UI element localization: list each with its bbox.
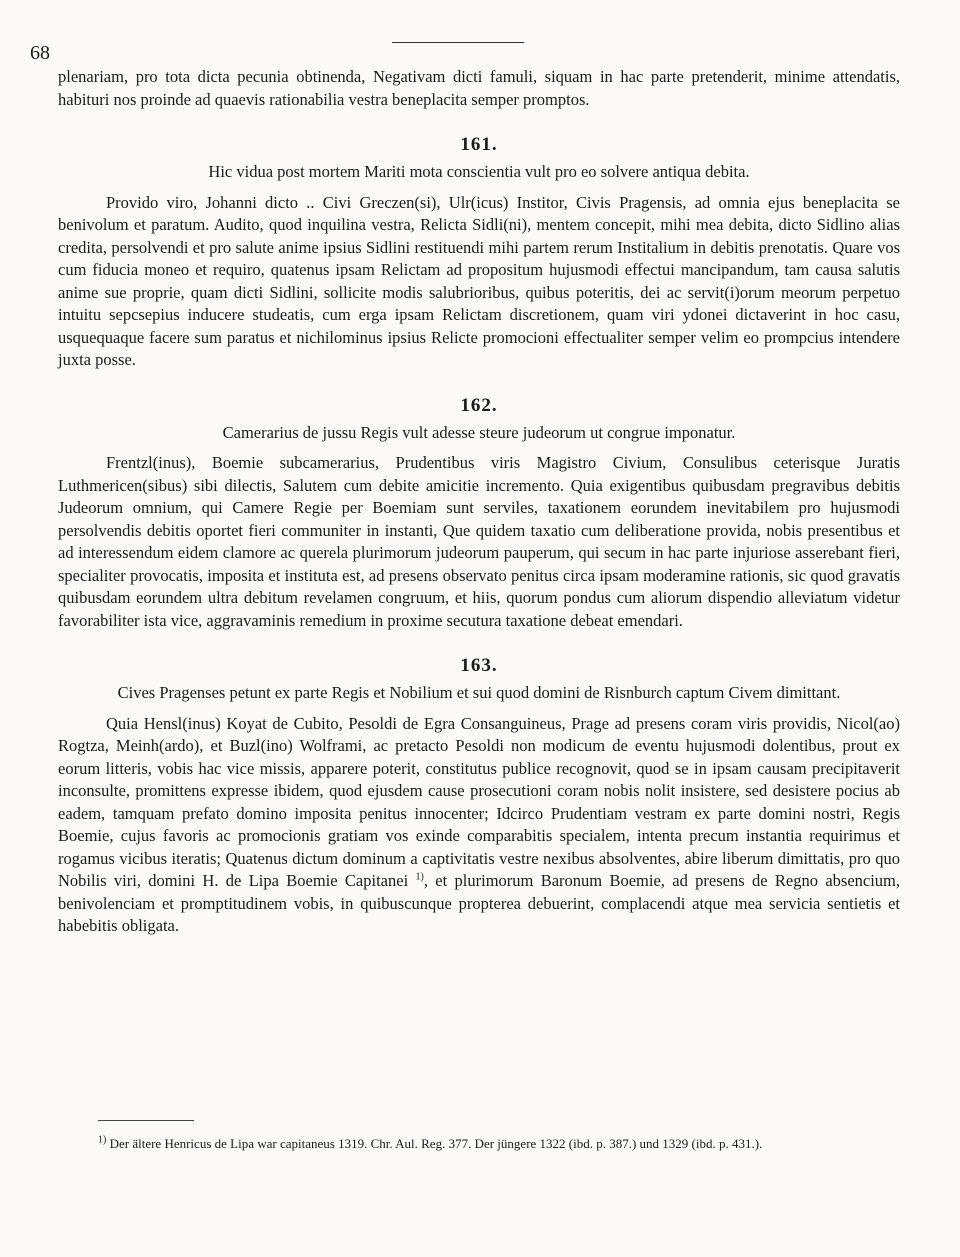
document-number-163: 163. — [460, 655, 498, 676]
document-text-163-part1: Quia Hensl(inus) Koyat de Cubito, Pesoldi de Egra Consanguineus, Prage ad presens coram viris providis, Nicol(ao) Rogtza, Meinh(ardo), et Buzl(ino) Wolframi, ac pretacto Pesoldi non modicum de eventu hujusmodi dolentibus, prout ex eorum litteris, vobis hac vice missis, apparere poterit, constitutus publice recognovit, quod se in ipsam causam precipitaverit inconsulte, promittens expresse ibidem, quod ejusdem cause prosecutioni coram nobis nolit insistere, sed desistere pocius ab eadem, tamquam prefato domino imposita penitus innocenter; Idcirco Prudentiam vestram ex parte domini nostri, Regis Boemie, cujus favoris ac promocionis gratiam vos exinde comparabitis specialem, intenta precum instantia requirimus et rogamus vicibus iteratis; Quatenus dictum dominum a captivitatis vestre nexibus absolventes, abire liberum dimittatis, pro quo Nobilis viri, domini H. de Lipa Boemie Capitanei — [58, 713, 900, 890]
footnote-reference: 1) — [415, 871, 424, 883]
page-number: 68 — [30, 42, 50, 64]
header-rule — [392, 42, 524, 43]
continuation-paragraph: plenariam, pro tota dicta pecunia obtinenda, Negativam dicti famuli, siquam in hac parte pretenderit, minime attendatis, habituri nos proinde ad quaevis rationabilia vestra beneplacita semper promptos. — [58, 67, 900, 109]
document-summary-163: Cives Pragenses petunt ex parte Regis et Nobilium et sui quod domini de Risnburch captum Civem dimittant. — [117, 683, 841, 702]
document-text-163-part2: , et plurimorum Baronum Boemie, ad presens de Regno absencium, benivolenciam et promptitudinem vobis, in quibuscunque propterea debuerint, complacendi atque mea servicia sentietis et habebitis obligata. — [58, 871, 901, 935]
footnote-rule — [98, 1120, 194, 1121]
footnote-text: Der ältere Henricus de Lipa war capitaneus 1319. Chr. Aul. Reg. 377. Der jüngere 1322 (ibd. p. 387.) und 1329 (ibd. p. 431.). — [109, 1136, 763, 1151]
document-summary-161: Hic vidua post mortem Mariti mota conscientia vult pro eo solvere antiqua debita. — [208, 162, 750, 181]
document-text-162: Frentzl(inus), Boemie subcamerarius, Prudentibus viris Magistro Civium, Consulibus ceterisque Juratis Luthmericen(sibus) sibi dilectis, Salutem cum debite amicitie incremento. Quia exigentibus quibusdam pregravibus debitis Judeorum omnium, qui Camere Regie per Boemiam sunt serviles, taxationem eorundem inevitabilem pro hujusmodi persolvendis debitis oportet fieri communiter in instanti, Que quidem taxatio cum deliberatione provida, nobis presentibus et ad interessendum eidem clamore ac querela plurimorum judeorum pauperum, qui secum in hac parte injuriose asserebant fieri, specialiter provocatis, imposita et instituta est, ad presens observato penitus circa ipsam moderamine rationis, sic quod gravatis quibusdam eorundem ultra debitum revelamen congruum, et hiis, quorum pondus cum aliorum dispendio alleviatum videtur favorabiliter ista vice, aggravaminis remedium in proxime secutura taxatione debeat emendari. — [58, 453, 900, 630]
document-text-163 — [58, 713, 900, 938]
document-number-162: 162. — [460, 394, 498, 416]
document-summary-162: Camerarius de jussu Regis vult adesse steure judeorum ut congrue imponatur. — [222, 422, 736, 442]
body-text — [58, 66, 900, 938]
document-number-161: 161. — [460, 134, 498, 155]
document-text-161: Provido viro, Johanni dicto .. Civi Greczen(si), Ulr(icus) Institor, Civis Pragensis, ad omnia ejus beneplacita se benivolum et paratum. Audito, quod inquilina vestra, Relicta Sidli(ni), mentem concepit, mihi mea debita, dicto Sidlino alias credita, persolvendi et pro salute anime ipsius Sidlini restituendi mihi partem rerum Institalium in debitis prenotatis. Quare vos cum fiducia moneo et requiro, quatenus ipsam Relictam ad propositum hujusmodi effectui mancipandum, tam causa salutis anime sue proprie, quam dicti Sidlini, sollicite modis salubrioribus, quibus poteritis, dei ac servit(i)orum meorum perpetuo intuitu sepcsepius inducere studeatis, cum erga ipsam Relictam discretionem, quam viri ydonei dictaverint in hoc casu, usquequaque facere sum paratus et nichilominus ipsius Relicte promocioni effectualiter semper velim eo prompcius intendere juxta posse. — [58, 192, 900, 369]
footnote-marker: 1) — [98, 1134, 107, 1146]
footnote — [62, 1134, 894, 1153]
